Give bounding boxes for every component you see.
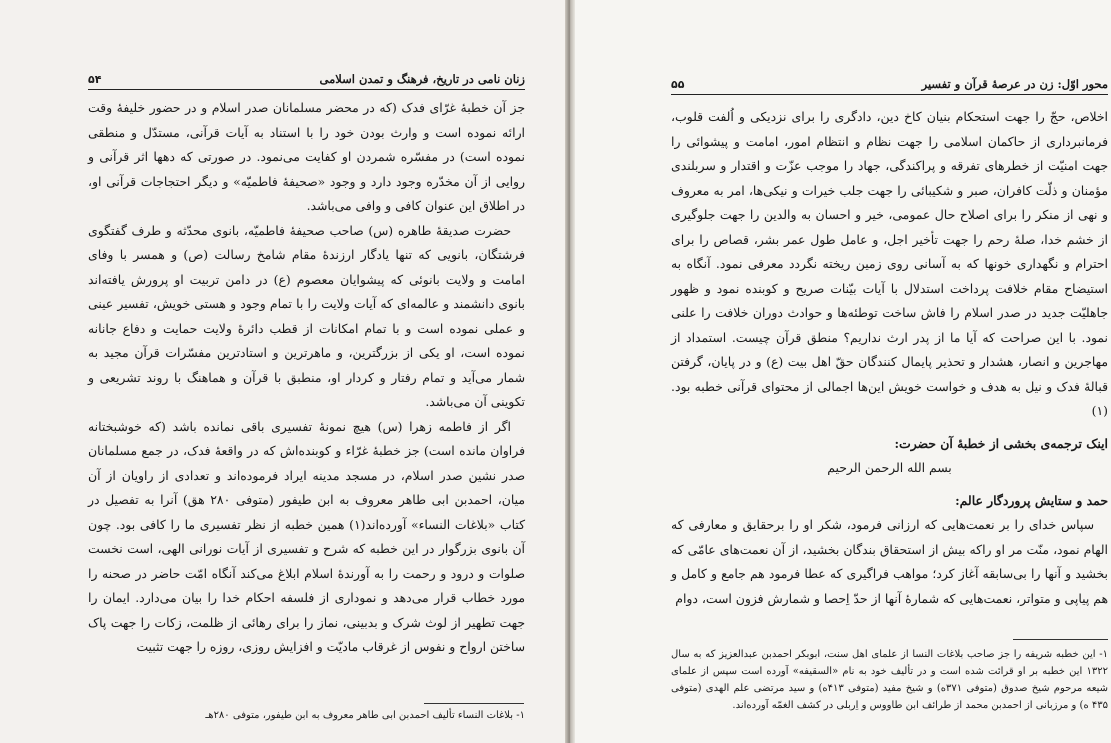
praise-paragraph: سپاس خدای را بر نعمت‌هایی که ارزانی فرمود، شکر او را برحقایق و معارفی که الهام نمود، منّت مر او راکه بیش از استحقاق بندگان بخشید، از آن نعمت‌های عامّی که بخشید و آنها را بی‌سابقه آغاز کرد؛ مواهب فراگیری که عطا فرمود هم جامع و کامل و هم پیاپی و متواتر، نعمت‌هایی که شمارهٔ آنها از حدّ اِحصا و شمارش فزون است، دوام	[671, 517, 1108, 606]
left-running-head	[88, 72, 525, 90]
left-body-text	[88, 96, 525, 660]
right-footnote-1: ۱- این خطبه شریفه را جز صاحب بلاغات النسا از علمای اهل سنت، ابوبکر احمدبن عبدالعزیز که به سال ۱۳۲۲ این خطبه بر او قرائت شده است و در تألیف خود به نام «السقیفه» آورده است سپس از علمای شیعه مرحوم شیخ صدوق (متوفی ۳۷۱ه) و شیخ مفید (متوفی ۴۱۳ه) و سید مرتضی علم الهدی (متوفی ۴۳۵ ه) و مرزبانی از احمدبن محمد از طرائف ابن طاووس و اِربلی در کشف الغمّه آورده‌اند.	[671, 649, 1109, 711]
left-paragraph-2: حضرت صدیقهٔ طاهره (س) صاحب صحیفهٔ فاطمیّه، بانوی محدّثه و طرف گفتگوی فرشتگان، بانویی که تنها یادگار ارزندهٔ مقام شامخ رسالت (ص) و همسر با وفای امامت و ولایت بانوئی که پیشوایان معصوم (ع) در دامن تربیت او پرورش یافته‌اند بانوی دانشمند و عالمه‌ای که آیات ولایت را با تمام وجود و هستی خویش، تفسیر عینی و عملی نموده است و با تمام امکانات از قطب دائرهٔ ولایت حمایت و دفاع جانانه نموده است، او یکی از بزرگترین، و ماهرترین و استادترین مفسّرات قرآن مجید به شمار می‌آید و تمام رفتار و کردار او، منطبق با قرآن و هماهنگ با روند تشریعی و تکوینی آن می‌باشد.	[88, 222, 525, 409]
left-footnote-rule	[424, 703, 524, 704]
translation-heading: اینک ترجمه‌ی بخشی از خطبهٔ آن حضرت:	[894, 435, 1108, 451]
basmala: بسم الله الرحمن الرحیم	[827, 460, 952, 475]
right-body-text	[671, 105, 1108, 611]
right-paragraph-1: اخلاص، حجّ را جهت استحکام بنیان کاخ دین، دادگری را برای نزدیکی و اُلفت قلوب، فرمانبرداری از حاکمان اسلامی را جهت نظام و انتظام امور، امامت و پیشوائی را جهت امنیّت از خطرهای تفرقه و پراکندگی، جهاد را موجب عزّت و اقتدار و سربلندی مؤمنان و ذلّت کافران، صبر و شکیبائی را جهت جلب خیرات و نیکی‌ها، امر به معروف و نهی از منکر را برای اصلاح حال عمومی، خیر و احسان به والدین را جهت جلوگیری از خشم خدا، صلهٔ رحم را جهت تأخیر اجل، و عامل طول عمر بشر، قصاص را برای احترام و نگهداری خونها که به آسانی روی زمین ریخته نگردد معرفی نمود. آنگاه به استیضاح مقام خلافت پرداخت استدلال با آیات بیّنات صریح و کوبنده نمود و ظهور جاهلیّت جدید در صدر اسلام را فاش ساخت توطئه‌ها و حوادث دوران خلافت را علنی نمود. با این صراحت که آیا ما از پدر ارث نداریم؟ منطق قرآن چیست. استمداد از مهاجرین و انصار، هشدار و تحذیر پایمال کنندگان حقّ اهل بیت (ع) و در پایان، گرفتن قبالهٔ فدک و نیل به هدف و خواست خویش این‌ها اجمالی از محتوای قرآنی خطبه بود.(۱)	[671, 109, 1108, 418]
right-page-number: ۵۵	[671, 77, 685, 91]
right-running-title: محور اوّل: زن در عرصهٔ قرآن و تفسیر	[921, 77, 1108, 91]
left-paragraph-1: جز آن خطبهٔ غرّای فدک (که در محضر مسلمانان صدر اسلام و در حضور خلیفهٔ وقت ارائه نموده است و وارث بودن خود را با استناد به آیات قرآنی، مستدّل و منطقی نموده است) در مفسّره شمردن او کفایت می‌نمود. در صورتی که دهها اثر قرآنی و روایی از آن مخدّره وجود دارد و وجود «صحیفهٔ فاطمیّه» و دیگر احتجاجات قرآنی او، در اطلاق این عنوان کافی و وافی می‌باشد.	[88, 100, 525, 213]
right-footnotes	[671, 646, 1108, 714]
left-paragraph-3: اگر از فاطمه زهرا (س) هیچ نمونهٔ تفسیری باقی نمانده باشد (که خوشبختانه فراوان مانده است) جز خطبهٔ غرّاء و کوبنده‌اش که در واقعهٔ فدک، در جمع مسلمانان صدر نشین صدر اسلام، در مسجد مدینه ایراد فرموده‌اند و تعدادی از راویان از آن میان، احمدبن ابی طاهر معروف به ابن طیفور (متوفی ۲۸۰ هق) آنرا به تفصیل در کتاب «بلاغات النساء» آورده‌اند(۱) همین خطبه از نظر تفسیری ما را کافی بود. چون آن بانوی بزرگوار در این خطبه که شرح و تفسیری از آیات نورانی الهی، است نخست صلوات و درود و رحمت را به آورندهٔ اسلام ابلاغ می‌کند آنگاه امّت حاضر در صحنه را مورد خطاب قرار می‌دهد و نموداری از فلسفه احکام خدا را بیان می‌دارد. ایمان را جهت تطهیر از لوث شرک و بدبینی، نماز را برای رهائی از ظلمت، زکات را جهت پاک ساختن ارواح و نفوس از غرقاب مادیّت و افزایش روزی، روزه را جهت تثبیت	[88, 418, 525, 654]
right-page	[575, 0, 1111, 743]
left-footnotes	[88, 707, 525, 724]
right-footnote-rule	[1013, 639, 1108, 640]
right-running-head	[671, 77, 1108, 95]
left-footnote-1: ۱- بلاغات النساء تألیف احمدبن ابی طاهر معروف به ابن طیفور، متوفی ۲۸۰هـ	[205, 710, 525, 721]
left-running-title: زنان نامی در تاریخ، فرهنگ و تمدن اسلامی	[319, 72, 525, 86]
praise-heading: حمد و ستایش پروردگار عالم:	[955, 492, 1108, 508]
book-gutter	[565, 0, 575, 743]
left-page-number: ۵۴	[88, 72, 102, 86]
